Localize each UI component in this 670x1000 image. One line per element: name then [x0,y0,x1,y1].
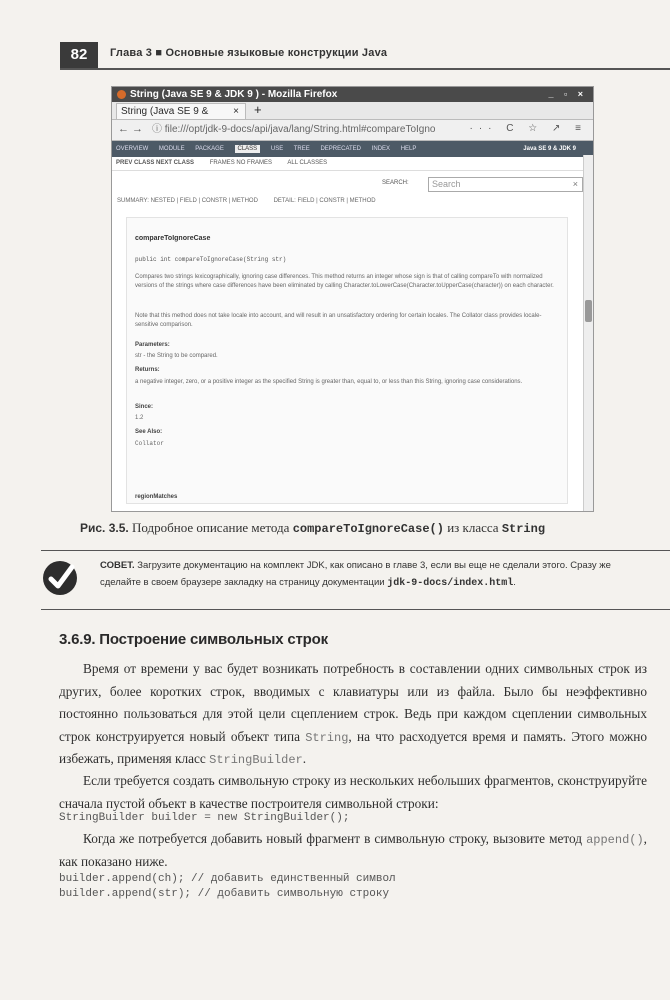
method-note: Note that this method does not take locale into account, and will result in an unsatisfactory ordering for certain locales. The Collator class provides locale-sensitive comparison. [135,313,542,328]
summary-links [117,198,390,204]
tip-bottom-rule [41,609,670,610]
nav-help[interactable]: HELP [400,146,417,152]
nav-package[interactable]: PACKAGE [195,146,224,152]
code-line-1: builder.append(ch); // добавить единственный символ [59,873,396,885]
since-label: Since: [135,404,154,410]
url-bar[interactable]: ⓘ file:///opt/jdk-9-docs/api/java/lang/String.html#compareToIgno [152,124,436,135]
parameters-text: str - the String to be compared. [135,353,218,359]
toolbar-icons[interactable]: ··· C ☆ ↗ ≡ [469,123,587,134]
tab-string[interactable] [116,103,246,119]
nav-module[interactable]: MODULE [158,146,185,152]
page-number: 82 [60,42,98,68]
p1-text-c: . [302,751,307,766]
firefox-icon [117,90,126,99]
scrollbar[interactable] [583,155,593,511]
p3-code-append: append() [586,833,644,847]
section-heading: 3.6.9. Построение символьных строк [59,631,328,648]
code-line-2: builder.append(str); // добавить символьную строку [59,888,390,900]
prev-next-class-links[interactable]: PREV CLASS NEXT CLASS [116,160,195,166]
method-signature: public int compareToIgnoreCase(String str) [135,256,287,263]
browser-screenshot [111,86,594,512]
tip-label: СОВЕТ. [100,560,135,571]
nav-use[interactable]: USE [270,146,284,152]
close-tab-icon[interactable]: × [233,106,239,117]
search-label: SEARCH: [382,180,409,186]
clear-search-icon[interactable]: × [572,179,578,189]
p3-text-b: , как показано ниже. [59,831,647,869]
window-title: String (Java SE 9 & JDK 9 ) - Mozilla Firefox [130,89,338,100]
caption-text-2: из класса [443,520,502,535]
summary-left[interactable]: SUMMARY: NESTED | FIELD | CONSTR | METHOD [117,198,258,204]
code-block-1: StringBuilder builder = new StringBuilder(); [59,812,350,824]
since-text: 1.2 [135,415,144,421]
window-titlebar [112,87,593,102]
tip-icon [43,561,77,595]
caption-text-1: Подробное описание метода [128,520,293,535]
nav-deprecated[interactable]: DEPRECATED [320,146,362,152]
paragraph-3 [59,828,647,873]
method-name: compareToIgnoreCase [135,235,211,242]
p1-text-a: Время от времени у вас будет возникать потребность в составлении одних символьных строк из других, более коротких строк, вводимых с клавиатуры или из файла. Было бы неэффективно постоянно пользоваться для этой цели сцеплением строк. Ведь при каждом сцеплении символьных строк конструируется новый объект типа [59,661,647,744]
tip-text-1: Загрузите документацию на комплект JDK, как описано в главе 3, если вы еще не сделали этого. Сразу же сделайте в своем браузере закладку на страницу документации [100,560,611,588]
see-also-link[interactable]: Collator [135,440,164,447]
search-placeholder: Search [432,179,461,189]
java-version: Java SE 9 & JDK 9 [523,146,576,152]
javadoc-nav [112,141,593,157]
checkmark-icon [43,561,77,595]
caption-class: String [501,522,546,536]
frames-links[interactable]: FRAMES NO FRAMES [209,160,273,166]
tab-bar [112,102,593,120]
new-tab-button[interactable]: + [254,102,262,117]
search-input[interactable] [428,177,583,192]
window-controls[interactable]: _ ▫ × [548,89,587,99]
next-method-heading: regionMatches [135,494,178,500]
caption-label: Рис. 3.5. [80,521,129,535]
p1-code-stringbuilder: StringBuilder [209,753,303,767]
paragraph-2 [59,770,647,815]
scrollbar-thumb[interactable] [585,300,592,322]
figure-caption [80,520,545,536]
page-header [60,42,670,70]
nav-tree[interactable]: TREE [293,146,310,152]
paragraph-1 [59,658,647,771]
p1-code-string: String [305,730,349,745]
see-also-label: See Also: [135,429,163,435]
chapter-title: Глава 3 ■ Основные языковые конструкции Java [110,47,388,59]
returns-text: a negative integer, zero, or a positive integer as the specified String is greater than, equal to, or less than this String, ignoring case considerations. [135,379,523,385]
tip-text-2: . [513,577,516,588]
returns-label: Returns: [135,367,160,373]
caption-method: compareToIgnoreCase() [292,522,444,536]
navigation-bar [112,120,593,141]
tip-top-rule [41,550,670,551]
nav-overview[interactable]: OVERVIEW [116,146,149,152]
nav-index[interactable]: INDEX [371,146,391,152]
method-description: Compares two strings lexicographically, ignoring case differences. This method returns an integer whose sign is that of calling compareTo with normalized versions of the strings where case differences have been eliminated by calling Character.toLowerCase(Character.toUpperCase(character)) on each character. [135,274,554,289]
p2-text: Если требуется создать символьную строку из нескольких небольших фрагментов, сконструируйте сначала пустой объект в качестве построителя символьной строки: [59,773,647,811]
p3-text-a: Когда же потребуется добавить новый фрагмент в символьную строку, вызовите метод [83,831,587,846]
tab-label: String (Java SE 9 & [121,106,209,117]
javadoc-subnav [112,157,593,171]
nav-class[interactable]: CLASS [235,145,261,153]
back-icon[interactable]: ← [118,123,129,135]
method-detail [126,217,568,504]
tip-text [100,557,645,591]
p1-text-b: , на что расходуется время и память. Этого можно избежать, применяя класс [59,728,647,766]
all-classes-link[interactable]: ALL CLASSES [287,160,328,166]
forward-icon[interactable]: → [132,123,143,135]
tip-path: jdk-9-docs/index.html [387,578,514,589]
summary-right[interactable]: DETAIL: FIELD | CONSTR | METHOD [273,198,376,204]
parameters-label: Parameters: [135,342,170,348]
